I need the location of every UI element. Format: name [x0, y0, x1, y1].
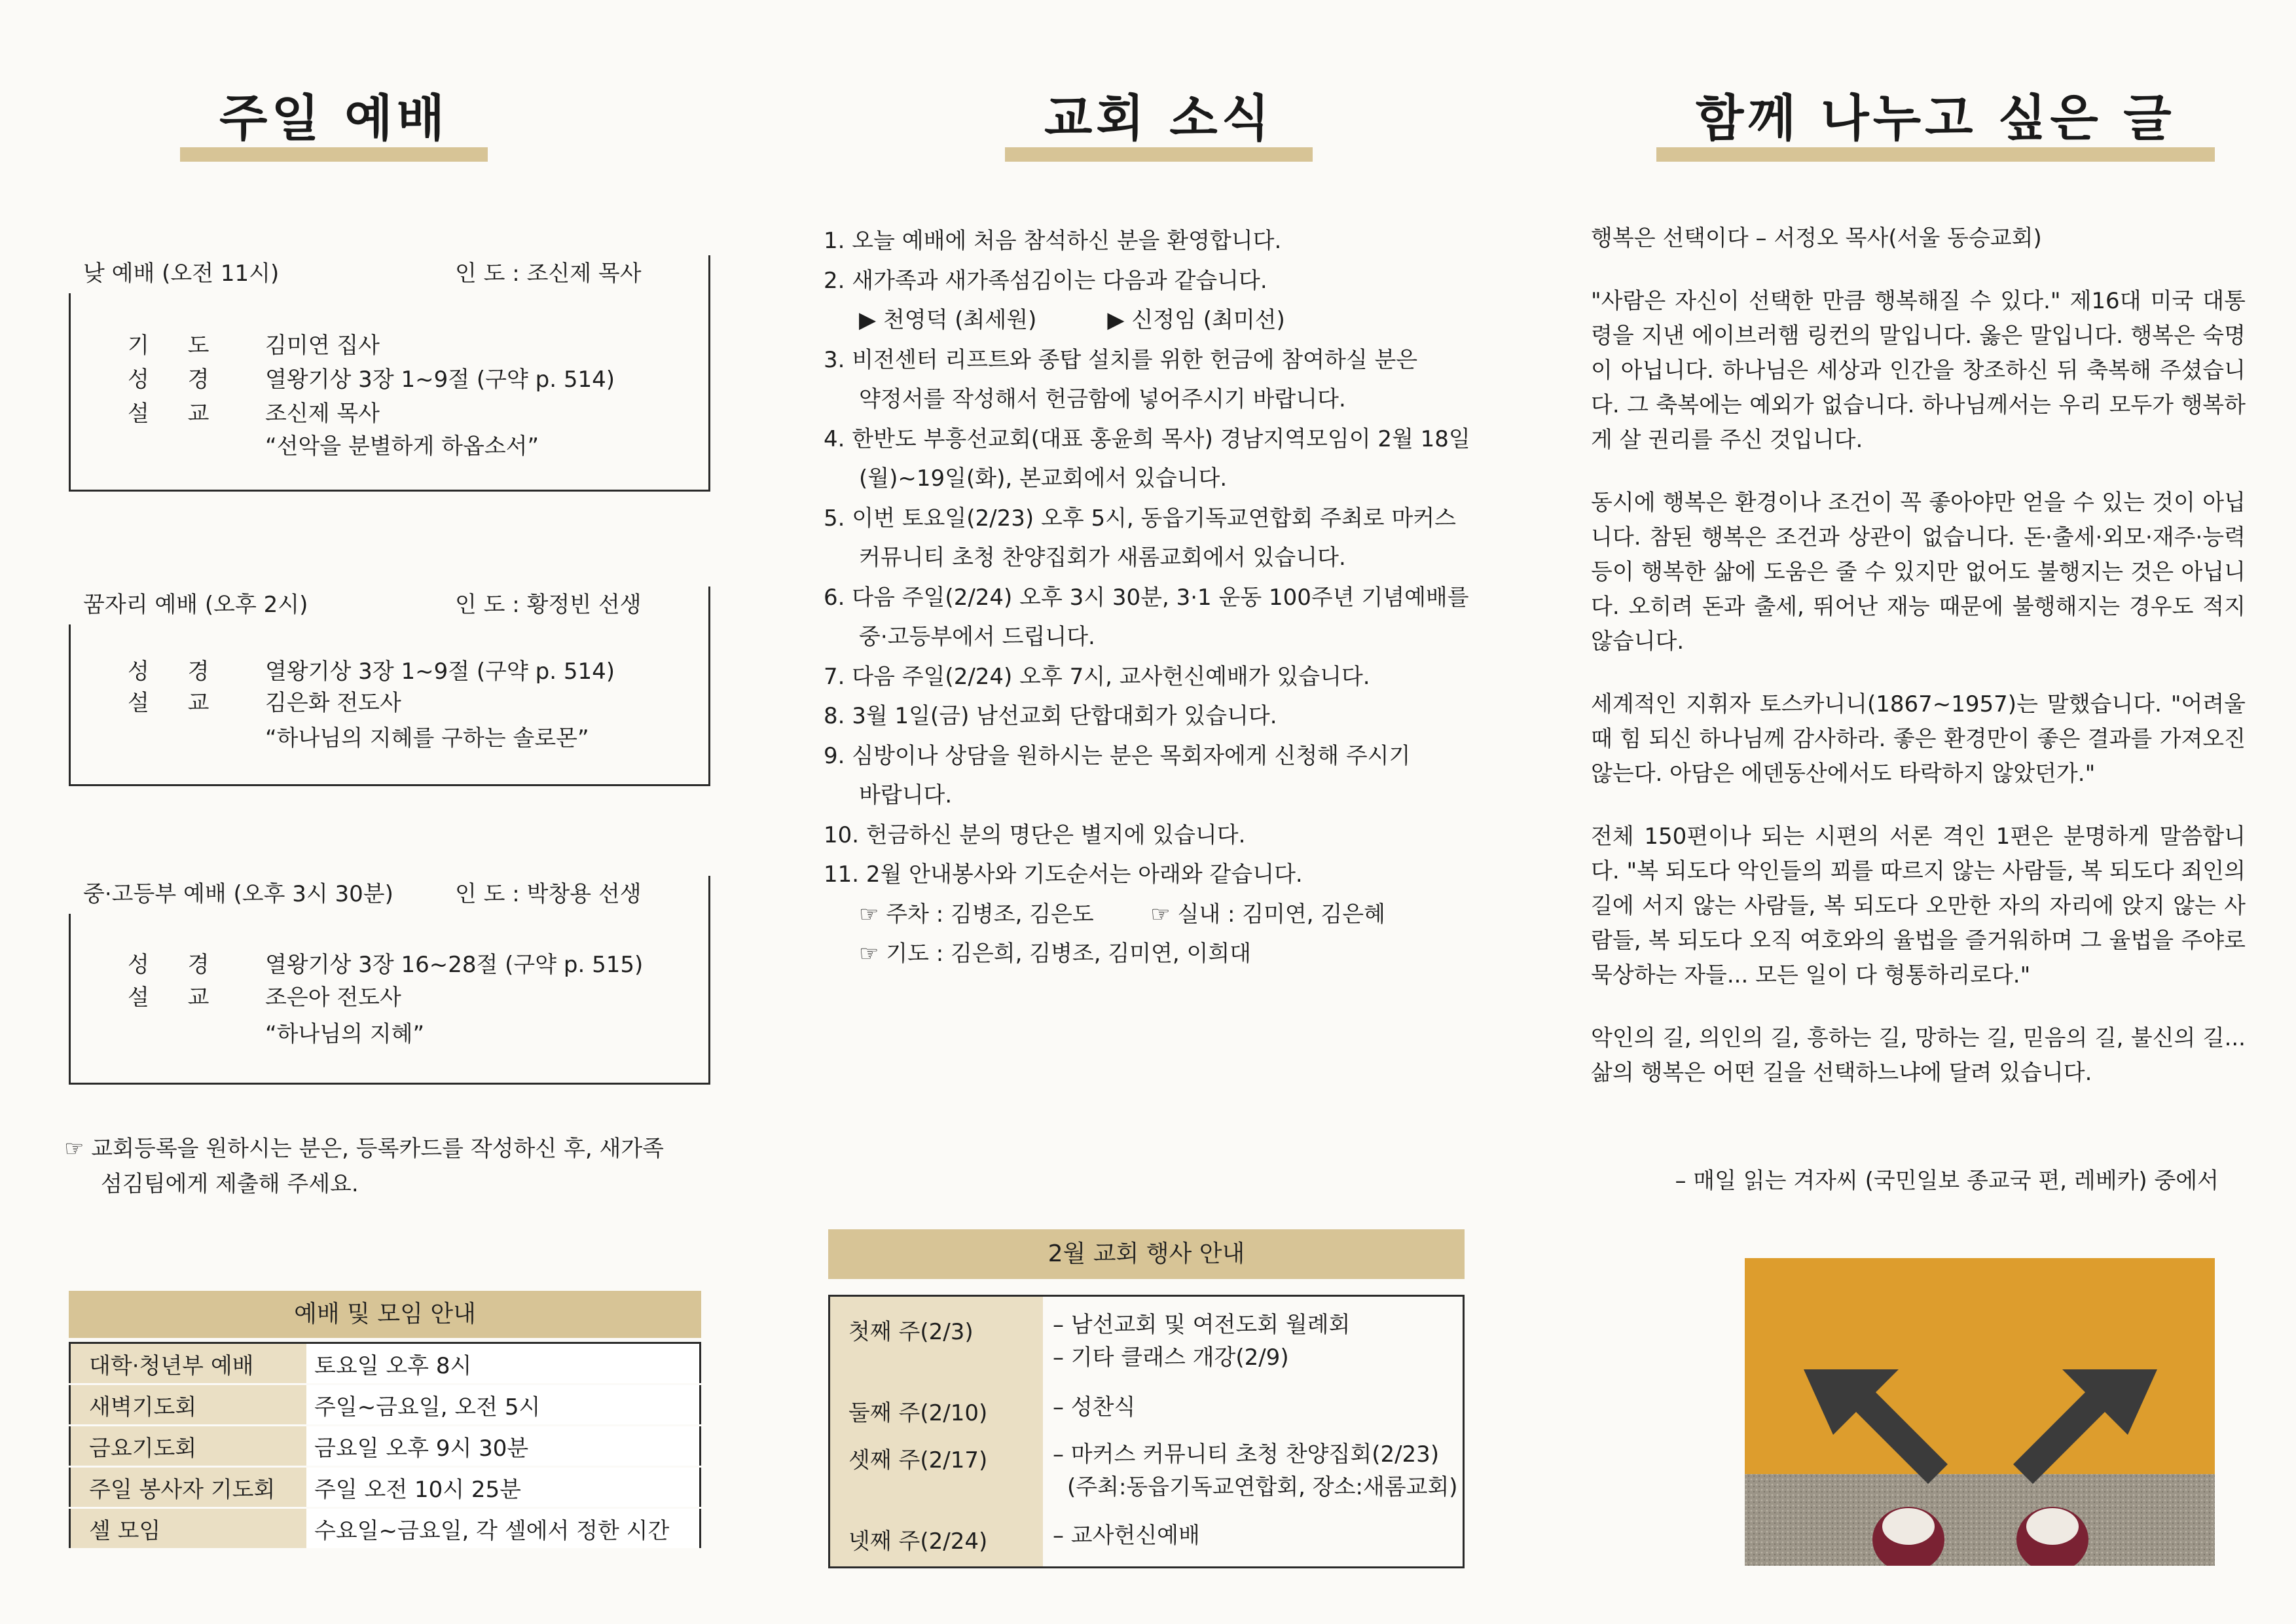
- table-row: 금요기도회 금요일 오후 9시 30분: [70, 1426, 701, 1467]
- table-row: 새벽기도회 주일~금요일, 오전 5시: [70, 1384, 701, 1426]
- worship-leader: 인 도 : 박창용 선생: [455, 881, 642, 907]
- list-item: 8. 3월 1일(금) 남선교회 단합대회가 있습니다.: [824, 703, 1277, 729]
- worship-row: 설 교 조은아 전도사: [128, 984, 401, 1011]
- worship-title: 중·고등부 예배 (오후 3시 30분): [83, 881, 393, 907]
- table-row: 대학·청년부 예배 토요일 오후 8시: [70, 1343, 701, 1384]
- event-desc: – 성찬식: [1053, 1394, 1136, 1420]
- worship-title: 낮 예배 (오전 11시): [83, 261, 280, 287]
- worship-title: 꿈자리 예배 (오후 2시): [83, 592, 308, 618]
- list-item: 2. 새가족과 새가족섬김이는 다음과 같습니다.: [824, 267, 1267, 294]
- worship-box-day: [69, 255, 710, 497]
- essay-paragraph: 동시에 행복은 환경이나 조건이 꼭 좋아야만 얻을 수 있는 것이 아닙니다. 참된 행복은 조건과 상관이 없습니다. 돈·출세·외모·재주·능력 등이 행복한 삶에 도움은 줄 수 있지만 없어도 불행지는 것은 아닙니다. 오히려 돈과 출세, 뛰어난 재능 때문에 불행해지는 경우도 적지 않습니다.: [1591, 490, 2246, 655]
- list-item: ▶ 천영덕 (최세원) ▶ 신정임 (최미선): [859, 307, 1285, 333]
- events-title: 2월 교회 행사 안내: [828, 1229, 1465, 1279]
- essay-source: – 매일 읽는 겨자씨 (국민일보 종교국 편, 레베카) 중에서: [1675, 1168, 2219, 1194]
- sermon-title: “하나님의 지혜”: [265, 1021, 425, 1047]
- list-item: 중·고등부에서 드립니다.: [859, 624, 1095, 650]
- essay-paragraph: 악인의 길, 의인의 길, 흥하는 길, 망하는 길, 믿음의 길, 불신의 길... 삶의 행복은 어떤 길을 선택하느냐에 달려 있습니다.: [1591, 1025, 2246, 1086]
- worship-row: 설 교 김은화 전도사: [128, 690, 401, 716]
- worship-row: 성 경 열왕기상 3장 1~9절 (구약 p. 514): [128, 659, 615, 685]
- list-item: (월)~19일(화), 본교회에서 있습니다.: [859, 465, 1228, 492]
- schedule-title: 예배 및 모임 안내: [69, 1291, 701, 1338]
- news-list: [824, 221, 1478, 974]
- list-item: 3. 비전센터 리프트와 종탑 설치를 위한 헌금에 참여하실 분은: [824, 346, 1418, 373]
- event-week: 첫째 주(2/3): [848, 1319, 974, 1345]
- table-row: 주일 봉사자 기도회 주일 오전 10시 25분: [70, 1467, 701, 1508]
- arrows-photo: [1745, 1258, 2215, 1566]
- worship-leader: 인 도 : 황정빈 선생: [455, 592, 642, 618]
- event-desc: – 마커스 커뮤니티 초청 찬양집회(2/23) (주최:동읍기독교연합회, 장소:새롬교회): [1053, 1441, 1458, 1500]
- event-week: 둘째 주(2/10): [848, 1400, 988, 1426]
- worship-row: 기 도 김미연 집사: [128, 333, 380, 359]
- sermon-title: “하나님의 지혜를 구하는 솔로몬”: [265, 725, 589, 751]
- essay-paragraph: "사람은 자신이 선택한 만큼 행복해질 수 있다." 제16대 미국 대통령을 지낸 에이브러햄 링컨의 말입니다. 옳은 말입니다. 행복은 숙명이 아닙니다. 하나님은 세상과 인간을 창조하신 뒤 축복해 주셨습니다. 그 축복에는 예외가 없습니다. 하나님께서는 우리 모두가 행복하게 살 권리를 주신 것입니다.: [1591, 288, 2246, 453]
- event-desc: – 남선교회 및 여전도회 월례회 – 기타 클래스 개강(2/9): [1053, 1312, 1351, 1371]
- list-item: 9. 심방이나 상담을 원하시는 분은 목회자에게 신청해 주시기: [824, 742, 1411, 769]
- list-item: ☞ 주차 : 김병조, 김은도 ☞ 실내 : 김미연, 김은혜: [859, 901, 1385, 928]
- sermon-title: “선악을 분별하게 하옵소서”: [265, 433, 539, 460]
- worship-row: 성 경 열왕기상 3장 16~28절 (구약 p. 515): [128, 952, 644, 978]
- arrows-illustration: [1745, 1258, 2215, 1566]
- worship-box-kids: [69, 586, 710, 789]
- list-item: 4. 한반도 부흥선교회(대표 홍윤희 목사) 경남지역모임이 2월 18일: [824, 425, 1470, 452]
- essay-paragraph: 세계적인 지휘자 토스카니니(1867~1957)는 말했습니다. "어려울 때 힘 되신 하나님께 감사하라. 좋은 환경만이 좋은 결과를 가져오진 않는다. 아담은 에덴동산에서도 타락하지 않았던가.": [1591, 691, 2246, 787]
- heading-sharing: 함께 나누고 싶은 글: [1696, 79, 2176, 150]
- list-item: ☞ 기도 : 김은희, 김병조, 김미연, 이희대: [859, 941, 1252, 967]
- schedule-table: [69, 1342, 701, 1550]
- list-item: 커뮤니티 초청 찬양집회가 새롬교회에서 있습니다.: [859, 545, 1346, 571]
- list-item: 10. 헌금하신 분의 명단은 별지에 있습니다.: [824, 821, 1246, 848]
- essay-title: 행복은 선택이다 – 서정오 목사(서울 동승교회): [1591, 225, 2042, 251]
- heading-worship: 주일 예배: [219, 79, 448, 150]
- list-item: 6. 다음 주일(2/24) 오후 3시 30분, 3·1 운동 100주년 기념예배를: [824, 584, 1469, 611]
- essay: [1591, 221, 2246, 1119]
- worship-row: 설 교 조신제 목사: [128, 401, 380, 427]
- worship-box-youth: [69, 876, 710, 1092]
- worship-leader: 인 도 : 조신제 목사: [455, 261, 642, 287]
- event-desc: – 교사헌신예배: [1053, 1523, 1200, 1549]
- event-week: 셋째 주(2/17): [848, 1447, 988, 1473]
- list-item: 바랍니다.: [859, 782, 953, 808]
- table-row: 셀 모임 수요일~금요일, 각 셀에서 정한 시간: [70, 1508, 701, 1549]
- list-item: 약정서를 작성해서 헌금함에 넣어주시기 바랍니다.: [859, 386, 1346, 412]
- worship-row: 성 경 열왕기상 3장 1~9절 (구약 p. 514): [128, 367, 615, 393]
- registration-note: ☞ 교회등록을 원하시는 분은, 등록카드를 작성하신 후, 새가족 섬김팀에게 제출해 주세요.: [64, 1136, 665, 1197]
- list-item: 1. 오늘 예배에 처음 참석하신 분을 환영합니다.: [824, 228, 1282, 254]
- event-week: 넷째 주(2/24): [848, 1528, 988, 1555]
- events-table: [828, 1295, 1465, 1568]
- list-item: 11. 2월 안내봉사와 기도순서는 아래와 같습니다.: [824, 861, 1303, 888]
- list-item: 5. 이번 토요일(2/23) 오후 5시, 동읍기독교연합회 주최로 마커스: [824, 505, 1456, 532]
- heading-news: 교회 소식: [1044, 79, 1273, 150]
- list-item: 7. 다음 주일(2/24) 오후 7시, 교사헌신예배가 있습니다.: [824, 663, 1370, 690]
- essay-paragraph: 전체 150편이나 되는 시편의 서론 격인 1편은 분명하게 말씀합니다. "복 되도다 악인들의 꾀를 따르지 않는 사람들, 복 되도다 죄인의 길에 서지 않는 사람들, 복 되도다 오만한 자의 자리에 앉지 않는 사람들, 복 되도다 오직 여호와의 율법을 즐거워하며 그 율법을 주야로 묵상하는 자들... 모든 일이 다 형통하리로다.": [1591, 823, 2246, 988]
